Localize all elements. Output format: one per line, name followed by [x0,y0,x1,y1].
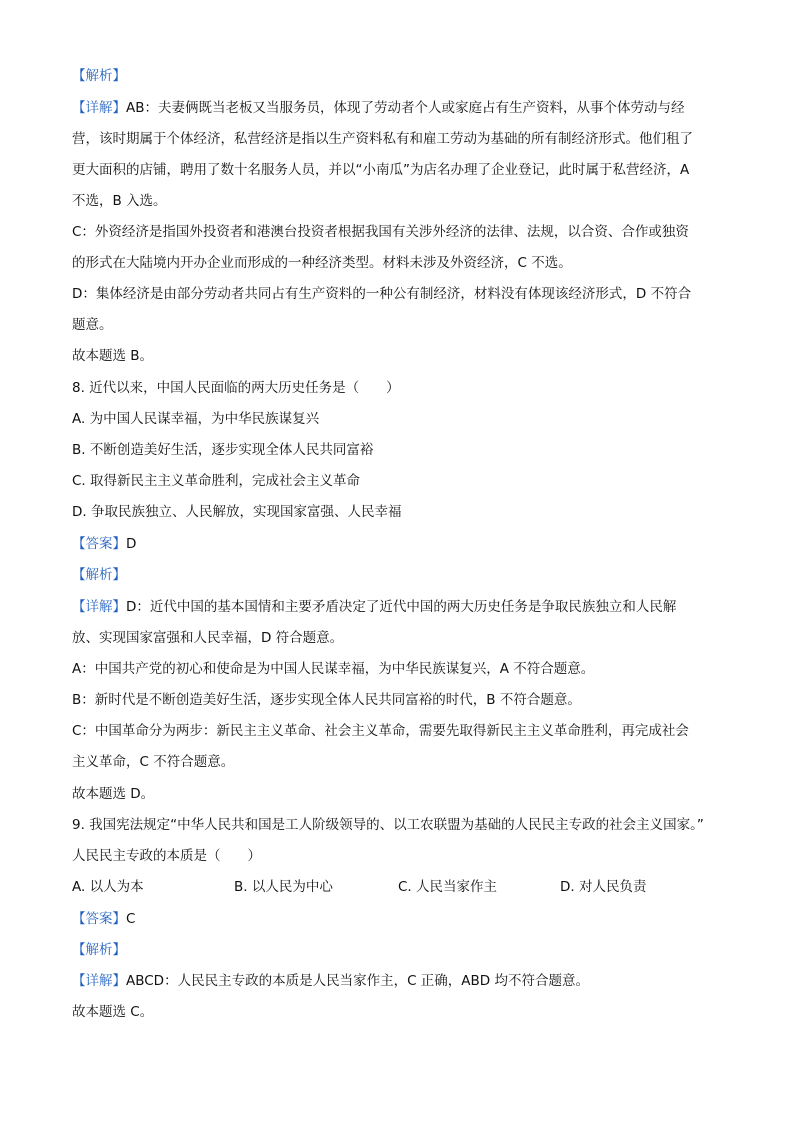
q8-detail-tag: 【详解】 [72,599,126,615]
q9-option-c: C. 人民当家作主 [398,879,498,895]
q7-d-line-2: 题意。 [72,317,113,333]
q9-detail-line-1: 【详解】ABCD：人民民主专政的本质是人民当家作主，C 正确，ABD 均不符合题意。 [72,973,589,989]
q7-detail-line-4: 不选，B 入选。 [72,193,167,209]
q9-stem-line-2: 人民民主专政的本质是（ ） [72,848,261,864]
q8-option-a: A. 为中国人民谋幸福，为中华民族谋复兴 [72,411,320,427]
q8-c-line-2: 主义革命，C 不符合题意。 [72,754,235,770]
q9-answer [72,909,135,929]
q9-option-b: B. 以人民为中心 [234,879,333,895]
q8-analysis-tag: 【解析】 [72,567,126,583]
q9-answer-tag: 【答案】 [72,911,126,927]
q8-detail-line-2: 放、实现国家富强和人民幸福，D 符合题意。 [72,630,344,646]
q7-detail-tag: 【详解】 [72,100,126,116]
q9-stem-line-1: 9. 我国宪法规定“中华人民共和国是工人阶级领导的、以工农联盟为基础的人民民主专政的社会主义国家。” [72,817,704,833]
q9-option-d: D. 对人民负责 [560,879,647,895]
q7-detail-line-1: 【详解】AB：夫妻俩既当老板又当服务员，体现了劳动者个人或家庭占有生产资料，从事个体劳动与经 [72,100,685,116]
q7-detail-line-2: 营，该时期属于个体经济，私营经济是指以生产资料私有和雇工劳动为基础的所有制经济形式。他们租了 [72,131,693,147]
q8-answer-tag: 【答案】 [72,536,126,552]
q7-c-line-1: C：外资经济是指国外投资者和港澳台投资者根据我国有关涉外经济的法律、法规，以合资、合作或独资 [72,224,689,240]
q8-c-line-1: C：中国革命分为两步：新民主主义革命、社会主义革命，需要先取得新民主主义革命胜利，再完成社会 [72,723,689,739]
q9-option-a: A. 以人为本 [72,879,144,895]
q8-answer [72,534,136,554]
q9-detail-tag: 【详解】 [72,973,126,989]
q9-answer-value: C [126,911,136,927]
q8-option-d: D. 争取民族独立、人民解放，实现国家富强、人民幸福 [72,504,402,520]
q8-conclusion: 故本题选 D。 [72,786,155,802]
q7-detail-line-3: 更大面积的店铺，聘用了数十名服务人员，并以“小南瓜”为店名办理了企业登记，此时属于私营经济，A [72,162,690,178]
q8-option-b: B. 不断创造美好生活，逐步实现全体人民共同富裕 [72,442,374,458]
q9-analysis-tag: 【解析】 [72,942,126,958]
q8-a-line: A：中国共产党的初心和使命是为中国人民谋幸福，为中华民族谋复兴，A 不符合题意。 [72,661,595,677]
q8-stem: 8. 近代以来，中国人民面临的两大历史任务是（ ） [72,380,400,396]
q8-detail-line-1: 【详解】D：近代中国的基本国情和主要矛盾决定了近代中国的两大历史任务是争取民族独立和人民解 [72,599,677,615]
q8-b-line: B：新时代是不断创造美好生活，逐步实现全体人民共同富裕的时代，B 不符合题意。 [72,692,581,708]
q9-conclusion: 故本题选 C。 [72,1004,154,1020]
q8-option-c: C. 取得新民主主义革命胜利，完成社会主义革命 [72,473,361,489]
q7-c-line-2: 的形式在大陆境内开办企业而形成的一种经济类型。材料未涉及外资经济，C 不选。 [72,255,572,271]
q7-d-line-1: D：集体经济是由部分劳动者共同占有生产资料的一种公有制经济，材料没有体现该经济形式，D 不符合 [72,286,692,302]
q7-conclusion: 故本题选 B。 [72,348,154,364]
q7-analysis-tag: 【解析】 [72,68,126,84]
q8-answer-value: D [126,536,137,552]
